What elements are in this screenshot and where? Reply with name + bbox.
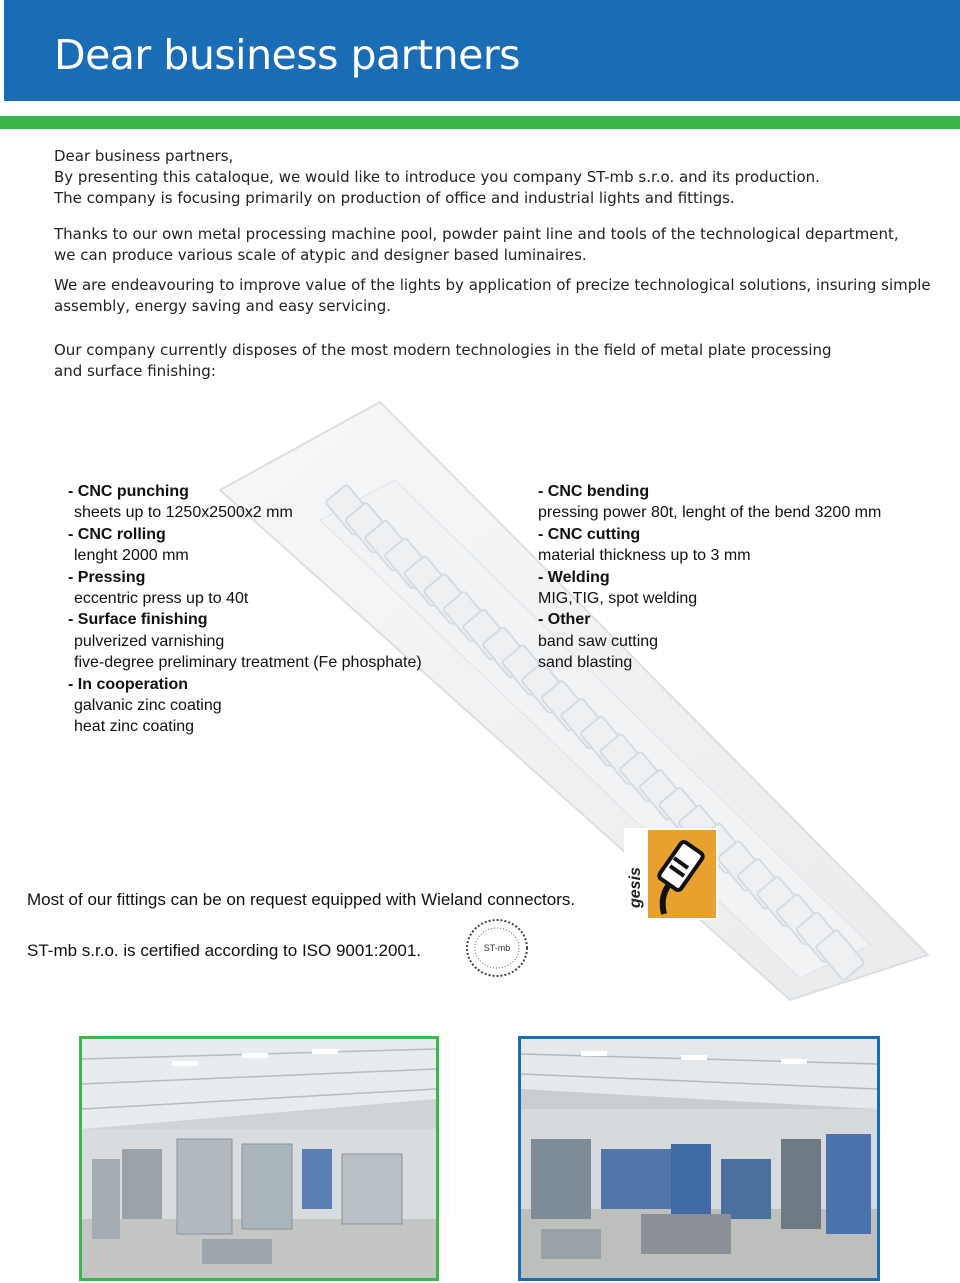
workshop-photo-right bbox=[518, 1036, 880, 1281]
intro-block bbox=[54, 146, 934, 209]
service-detail: five-degree preliminary treatment (Fe phosphate) bbox=[74, 654, 422, 672]
service-detail: eccentric press up to 40t bbox=[74, 590, 249, 608]
service-detail: galvanic zinc coating bbox=[74, 697, 222, 715]
gesis-connector-logo bbox=[624, 828, 718, 920]
service-detail: heat zinc coating bbox=[74, 718, 195, 736]
service-heading: - CNC rolling bbox=[68, 525, 166, 543]
service-heading: - CNC cutting bbox=[538, 525, 641, 543]
service-heading: - Surface finishing bbox=[68, 611, 208, 629]
services-left-column bbox=[68, 481, 422, 738]
intro-line: By presenting this cataloque, we would like to introduce you company ST-mb s.r.o. and its production. bbox=[54, 168, 820, 186]
paragraph-line: and surface finishing: bbox=[54, 362, 216, 380]
certification-stamp-icon bbox=[462, 916, 532, 980]
paragraph-tools bbox=[54, 224, 944, 266]
iso-note: ST-mb s.r.o. is certified according to ISO 9001:2001. bbox=[27, 941, 422, 960]
services-right-column bbox=[538, 481, 881, 674]
service-detail: band saw cutting bbox=[538, 632, 659, 650]
intro-line: The company is focusing primarily on production of office and industrial lights and fittings. bbox=[54, 189, 735, 207]
service-heading: - Welding bbox=[538, 568, 610, 586]
service-heading: - Pressing bbox=[68, 568, 146, 586]
service-detail: pulverized varnishing bbox=[74, 632, 225, 650]
service-detail: lenght 2000 mm bbox=[74, 547, 189, 565]
service-heading: - In cooperation bbox=[68, 675, 188, 693]
paragraph-value bbox=[54, 275, 944, 317]
workshop-photo-left bbox=[79, 1036, 439, 1281]
paragraph-line: we can produce various scale of atypic and designer based luminaires. bbox=[54, 246, 587, 264]
wieland-note: Most of our fittings can be on request equipped with Wieland connectors. bbox=[27, 890, 576, 909]
service-heading: - CNC punching bbox=[68, 483, 189, 500]
paragraph-line: We are endeavouring to improve value of the lights by application of precize technological solutions, insuring simple bbox=[54, 276, 931, 294]
service-detail: sheets up to 1250x2500x2 mm bbox=[74, 504, 293, 522]
stamp-text: ST-mb bbox=[483, 943, 511, 953]
paragraph-line: assembly, energy saving and easy servicing. bbox=[54, 297, 391, 315]
service-detail: material thickness up to 3 mm bbox=[538, 547, 751, 565]
service-detail: pressing power 80t, lenght of the bend 3200 mm bbox=[538, 504, 882, 522]
paragraph-technologies bbox=[54, 340, 944, 382]
page-title: Dear business partners bbox=[54, 31, 521, 79]
service-heading: - Other bbox=[538, 611, 591, 629]
service-heading: - CNC bending bbox=[538, 483, 650, 500]
service-detail: sand blasting bbox=[538, 654, 633, 672]
paragraph-line: Thanks to our own metal processing machine pool, powder paint line and tools of the technological department, bbox=[54, 225, 899, 243]
gesis-logo-text: gesis bbox=[627, 867, 644, 908]
intro-line: Dear business partners, bbox=[54, 147, 234, 165]
paragraph-line: Our company currently disposes of the most modern technologies in the field of metal plate processing bbox=[54, 341, 832, 359]
service-detail: MIG,TIG, spot welding bbox=[538, 590, 698, 608]
